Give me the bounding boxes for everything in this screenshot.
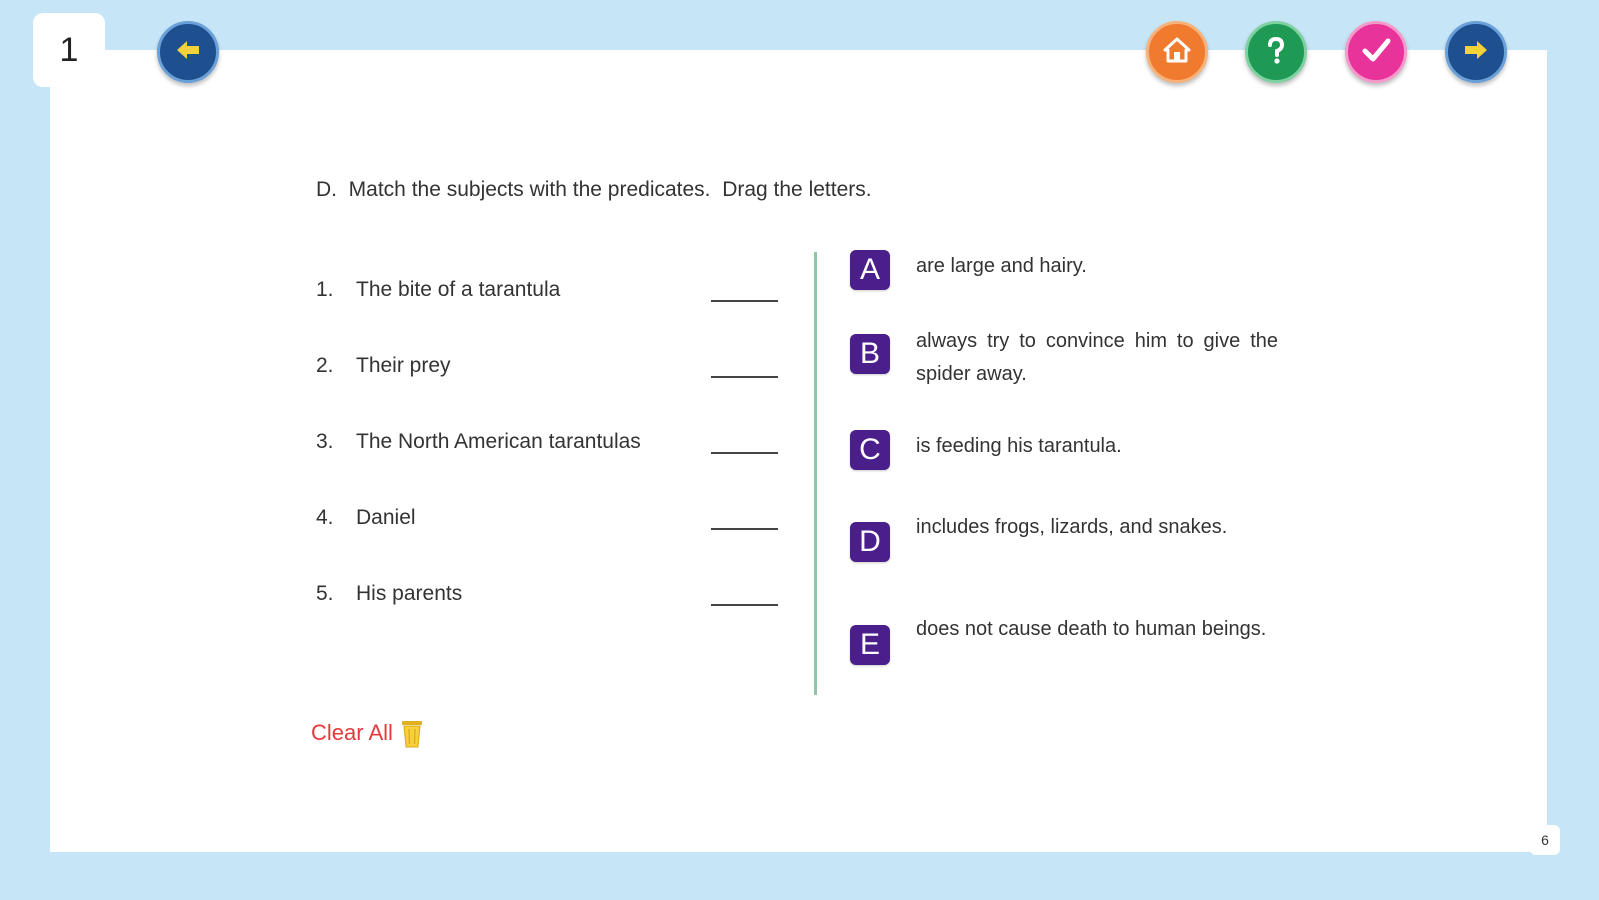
answer-drop-slot[interactable] xyxy=(711,376,778,378)
subject-text: The North American tarantulas xyxy=(356,430,641,453)
letter-tile-b[interactable]: B xyxy=(850,334,890,374)
subject-item xyxy=(316,346,782,386)
back-button[interactable] xyxy=(157,21,219,83)
next-button[interactable] xyxy=(1445,21,1507,83)
question-icon xyxy=(1259,33,1293,72)
home-button[interactable] xyxy=(1146,21,1208,83)
letter-tile-e[interactable]: E xyxy=(850,625,890,665)
letter-tile-a[interactable]: A xyxy=(850,250,890,290)
letter-tile-d[interactable]: D xyxy=(850,522,890,562)
subject-item xyxy=(316,498,782,538)
column-divider xyxy=(814,252,817,695)
help-button[interactable] xyxy=(1245,21,1307,83)
page-number: 6 xyxy=(1530,825,1560,855)
trash-icon xyxy=(401,718,423,748)
clear-all-button[interactable] xyxy=(311,718,423,748)
page-tab: 1 xyxy=(33,13,105,87)
subject-item xyxy=(316,422,782,462)
predicate-text: are large and hairy. xyxy=(916,255,1087,277)
instruction-text: D. Match the subjects with the predicates. Drag the letters. xyxy=(316,178,872,201)
answer-drop-slot[interactable] xyxy=(711,452,778,454)
subject-text: Their prey xyxy=(356,354,451,377)
arrow-left-icon xyxy=(171,33,205,72)
letter-tile-c[interactable]: C xyxy=(850,430,890,470)
predicate-text: is feeding his tarantula. xyxy=(916,435,1122,457)
subject-text: His parents xyxy=(356,582,463,605)
predicate-text: includes frogs, lizards, and snakes. xyxy=(916,516,1228,538)
subject-number: 5. xyxy=(316,582,334,605)
subject-number: 1. xyxy=(316,278,334,301)
predicate-text: does not cause death to human beings. xyxy=(916,618,1267,640)
clear-all-label: Clear All xyxy=(311,720,393,745)
worksheet-card xyxy=(50,50,1547,852)
answer-drop-slot[interactable] xyxy=(711,604,778,606)
subject-number: 4. xyxy=(316,506,334,529)
subject-item xyxy=(316,574,782,614)
answer-drop-slot[interactable] xyxy=(711,300,778,302)
arrow-right-icon xyxy=(1459,33,1493,72)
home-icon xyxy=(1160,33,1194,72)
subject-number: 2. xyxy=(316,354,334,377)
answer-drop-slot[interactable] xyxy=(711,528,778,530)
check-icon xyxy=(1359,33,1393,72)
subject-text: The bite of a tarantula xyxy=(356,278,561,301)
predicate-text: always try to convince him to give the spider away. xyxy=(916,330,1278,385)
subject-item xyxy=(316,270,782,310)
subject-number: 3. xyxy=(316,430,334,453)
subject-text: Daniel xyxy=(356,506,416,529)
check-button[interactable] xyxy=(1345,21,1407,83)
